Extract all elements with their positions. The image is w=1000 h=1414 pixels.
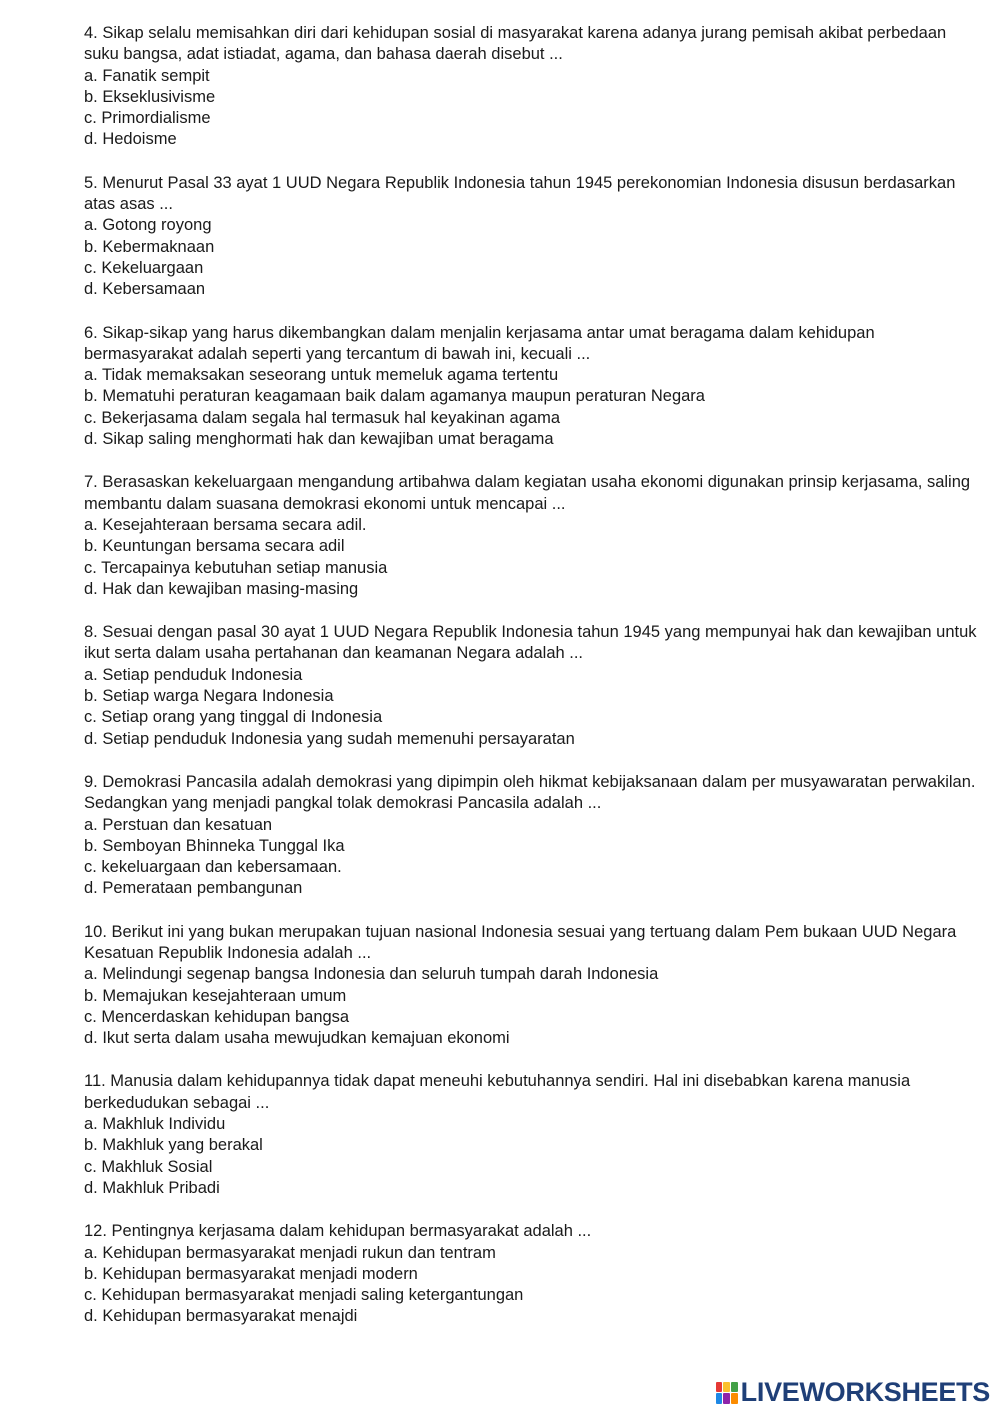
- option-d: d. Kehidupan bermasyarakat menajdi: [84, 1307, 358, 1326]
- question-10: [84, 922, 984, 1050]
- option-b: b. Memajukan kesejahteraan umum: [84, 986, 347, 1005]
- question-4: [84, 23, 984, 151]
- option-d: d. Makhluk Pribadi: [84, 1178, 220, 1197]
- question-12: [84, 1221, 984, 1327]
- question-7: [84, 472, 984, 600]
- question-text: 7. Berasaskan kekeluargaan mengandung artibahwa dalam kegiatan usaha ekonomi digunakan prinsip kerjasama, saling membantu dalam suasana demokrasi ekonomi untuk mencapai ...: [84, 473, 971, 513]
- option-c: c. Makhluk Sosial: [84, 1157, 213, 1176]
- option-b: b. Ekseklusivisme: [84, 87, 216, 106]
- option-a: a. Fanatik sempit: [84, 66, 210, 85]
- question-9: [84, 772, 984, 900]
- option-a: a. Kehidupan bermasyarakat menjadi rukun dan tentram: [84, 1243, 496, 1262]
- logo-text: LIVEWORKSHEETS: [740, 1377, 990, 1407]
- option-d: d. Sikap saling menghormati hak dan kewajiban umat beragama: [84, 430, 554, 449]
- option-a: a. Gotong royong: [84, 216, 212, 235]
- option-b: b. Keuntungan bersama secara adil: [84, 537, 345, 556]
- option-b: b. Makhluk yang berakal: [84, 1136, 263, 1155]
- option-d: d. Pemerataan pembangunan: [84, 879, 303, 898]
- liveworksheets-logo-icon: [716, 1382, 738, 1404]
- option-d: d. Ikut serta dalam usaha mewujudkan kemajuan ekonomi: [84, 1029, 510, 1048]
- option-b: b. Kebermaknaan: [84, 237, 215, 256]
- worksheet-content: [84, 23, 984, 1350]
- option-c: c. kekeluargaan dan kebersamaan.: [84, 858, 342, 877]
- option-c: c. Primordialisme: [84, 109, 211, 128]
- option-b: b. Mematuhi peraturan keagamaan baik dalam agamanya maupun peraturan Negara: [84, 387, 705, 406]
- question-11: [84, 1071, 984, 1199]
- question-5: [84, 173, 984, 301]
- option-b: b. Setiap warga Negara Indonesia: [84, 687, 334, 706]
- question-text: 11. Manusia dalam kehidupannya tidak dapat meneuhi kebutuhannya sendiri. Hal ini disebabkan karena manusia berkedudukan sebagai ...: [84, 1072, 911, 1112]
- question-text: 4. Sikap selalu memisahkan diri dari kehidupan sosial di masyarakat karena adanya jurang pemisah akibat perbedaan suku bangsa, adat istiadat, agama, dan bahasa daerah disebut ...: [84, 24, 947, 64]
- option-c: c. Mencerdaskan kehidupan bangsa: [84, 1007, 350, 1026]
- question-text: 8. Sesuai dengan pasal 30 ayat 1 UUD Negara Republik Indonesia tahun 1945 yang mempunyai hak dan kewajiban untuk ikut serta dalam usaha pertahanan dan keamanan Negara adalah ...: [84, 623, 977, 663]
- option-a: a. Setiap penduduk Indonesia: [84, 665, 303, 684]
- option-a: a. Perstuan dan kesatuan: [84, 815, 273, 834]
- option-d: d. Setiap penduduk Indonesia yang sudah memenuhi persayaratan: [84, 729, 575, 748]
- option-d: d. Hedoisme: [84, 130, 177, 149]
- option-b: b. Kehidupan bermasyarakat menjadi modern: [84, 1264, 418, 1283]
- option-c: c. Bekerjasama dalam segala hal termasuk hal keyakinan agama: [84, 408, 561, 427]
- question-8: [84, 622, 984, 750]
- option-c: c. Kehidupan bermasyarakat menjadi saling ketergantungan: [84, 1286, 524, 1305]
- option-d: d. Kebersamaan: [84, 280, 206, 299]
- question-6: [84, 323, 984, 451]
- question-text: 9. Demokrasi Pancasila adalah demokrasi yang dipimpin oleh hikmat kebijaksanaan dalam per musyawaratan perwakilan. Sedangkan yang menjadi pangkal tolak demokrasi Pancasila adalah ...: [84, 772, 976, 813]
- option-a: a. Melindungi segenap bangsa Indonesia dan seluruh tumpah darah Indonesia: [84, 965, 659, 984]
- question-text: 10. Berikut ini yang bukan merupakan tujuan nasional Indonesia sesuai yang tertuang dalam Pem bukaan UUD Negara Kesatuan Republik Indonesia adalah ...: [84, 922, 957, 962]
- question-text: 5. Menurut Pasal 33 ayat 1 UUD Negara Republik Indonesia tahun 1945 perekonomian Indonesia disusun berdasarkan atas asas ...: [84, 173, 956, 214]
- option-b: b. Semboyan Bhinneka Tunggal Ika: [84, 836, 345, 855]
- question-text: 6. Sikap-sikap yang harus dikembangkan dalam menjalin kerjasama antar umat beragama dalam kehidupan bermasyarakat adalah seperti yang tercantum di bawah ini, kecuali ...: [84, 323, 875, 363]
- option-d: d. Hak dan kewajiban masing-masing: [84, 579, 359, 598]
- option-c: c. Setiap orang yang tinggal di Indonesia: [84, 708, 383, 727]
- question-text: 12. Pentingnya kerjasama dalam kehidupan bermasyarakat adalah ...: [84, 1222, 592, 1241]
- option-c: c. Tercapainya kebutuhan setiap manusia: [84, 558, 388, 577]
- option-a: a. Kesejahteraan bersama secara adil.: [84, 515, 367, 534]
- option-a: a. Tidak memaksakan seseorang untuk memeluk agama tertentu: [84, 366, 559, 385]
- option-a: a. Makhluk Individu: [84, 1115, 226, 1134]
- liveworksheets-logo: [716, 1379, 990, 1406]
- option-c: c. Kekeluargaan: [84, 258, 204, 277]
